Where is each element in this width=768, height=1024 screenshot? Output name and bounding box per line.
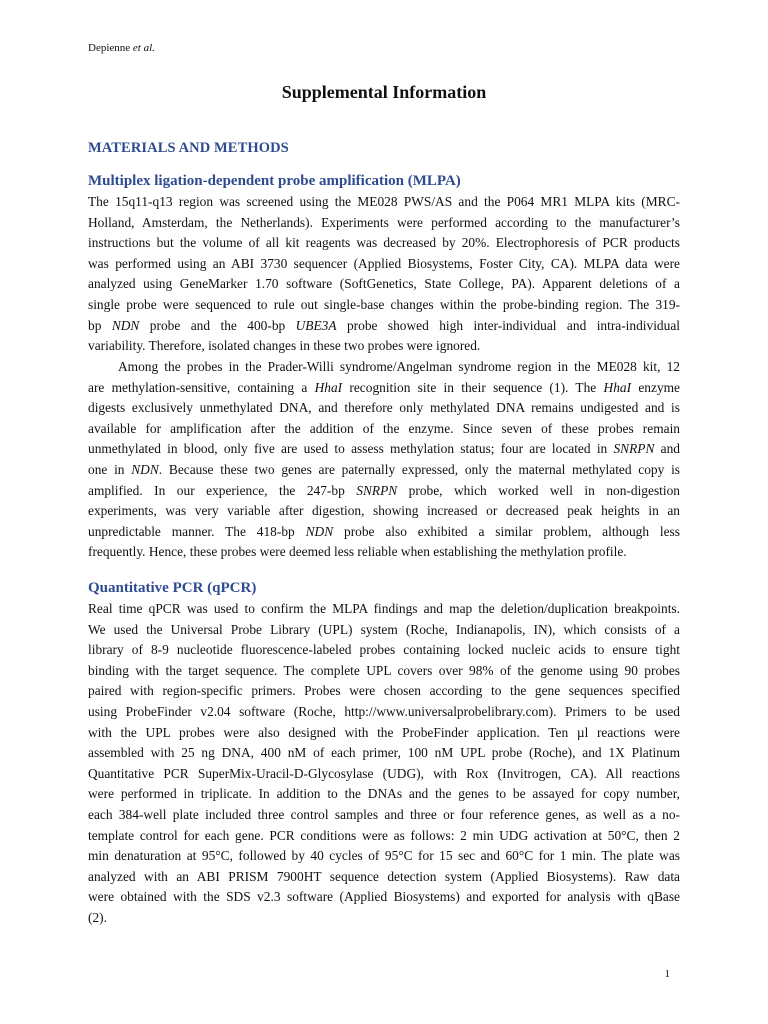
italic-term: NDN <box>131 461 159 477</box>
text-line <box>88 522 680 543</box>
text-run: probe showed high inter-individual and intra-individual <box>336 317 680 333</box>
text-run: . Because these two genes are paternally expressed, only the maternal methylated copy is <box>158 461 680 477</box>
text-line: min denaturation at 95°C, followed by 40 cycles of 95°C for 15 sec and 60°C for 1 min. The plate was <box>88 848 680 864</box>
italic-term: HhaI <box>603 379 632 395</box>
text-line <box>88 316 680 337</box>
text-line: We used the Universal Probe Library (UPL) system (Roche, Indianapolis, IN), which consists of a <box>88 621 680 637</box>
text-line: with the UPL probes were also designed with the ProbeFinder application. Ten µl reactions were <box>88 724 680 740</box>
text-line <box>88 357 680 378</box>
italic-term: SNRPN <box>356 482 398 498</box>
text-line: analyzed using GeneMarker 1.70 software (SoftGenetics, State College, PA). Apparent deletions of a <box>88 276 680 292</box>
mlpa-heading: Multiplex ligation-dependent probe amplification (MLPA) <box>88 173 461 189</box>
qpcr-paragraph-1 <box>88 599 680 929</box>
italic-term: SNRPN <box>613 441 655 457</box>
text-line <box>88 378 680 399</box>
header-etal: et al. <box>132 42 155 54</box>
italic-term: NDN <box>111 317 140 333</box>
qpcr-heading: Quantitative PCR (qPCR) <box>88 580 257 596</box>
mlpa-paragraph-1 <box>88 192 680 357</box>
header-author: Depienne <box>88 42 131 54</box>
text-run: bp <box>88 317 112 333</box>
text-line <box>88 419 680 440</box>
text-line: Holland, Amsterdam, the Netherlands). Experiments were performed according to the manufacturer’s <box>88 214 680 230</box>
italic-term: NDN <box>305 523 334 539</box>
text-run: recognition site in their sequence (1). The <box>342 379 604 395</box>
page-title: Supplemental Information <box>281 82 487 102</box>
text-line: library of 8-9 nucleotide fluorescence-labeled probes containing locked nucleic acids to ensure tight <box>88 642 680 658</box>
text-line: each 384-well plate included three control samples and three or four reference genes, as well as a no- <box>88 806 680 822</box>
text-line: template control for each gene. PCR conditions were as follows: 2 min UDG activation at 50°C, then 2 <box>88 827 680 843</box>
text-run: probe, which worked well in non-digestion <box>397 482 680 498</box>
text-run: available for amplification after the addition of the enzyme. Since seven of these probes remain <box>88 420 680 436</box>
text-run: experiments, was very variable after digestion, showing increased or decreased peak heights in an <box>88 503 680 519</box>
text-run: probe also exhibited a similar problem, although less <box>333 523 680 539</box>
text-line: single probe were sequenced to rule out single-base changes within the probe-binding region. The 319- <box>88 296 680 312</box>
mlpa-paragraph-2 <box>88 357 680 563</box>
running-header <box>88 42 155 54</box>
text-line <box>88 481 680 502</box>
text-run: enzyme <box>631 379 680 395</box>
text-run: digests exclusively unmethylated DNA, and therefore only methylated DNA remains undigested and is <box>88 400 680 416</box>
text-line <box>88 439 680 460</box>
text-line: analyzed with an ABI PRISM 7900HT sequence detection system (Applied Biosystems). Raw data <box>88 868 680 884</box>
text-run: and <box>654 441 680 457</box>
text-run: unmethylated in blood, only five are used to assess methylation status; four are located in <box>88 441 614 457</box>
text-run: Among the probes in the Prader-Willi syndrome/Angelman syndrome region in the ME028 kit, 12 <box>118 359 680 374</box>
page-number: 1 <box>664 968 670 980</box>
text-run: one in <box>88 461 132 477</box>
text-run: unpredictable manner. The 418-bp <box>88 523 306 539</box>
text-line <box>88 398 680 419</box>
italic-term: HhaI <box>314 379 343 395</box>
text-line: was performed using an ABI 3730 sequencer (Applied Biosystems, Foster City, CA). MLPA data were <box>88 255 680 271</box>
text-line: The 15q11-q13 region was screened using the ME028 PWS/AS and the P064 MR1 MLPA kits (MRC- <box>88 194 680 209</box>
text-line: were performed in triplicate. In addition to the DNAs and the genes to be assayed for copy number, <box>88 786 680 802</box>
italic-term: UBE3A <box>295 317 337 333</box>
text-line: Real time qPCR was used to confirm the MLPA findings and map the deletion/duplication breakpoints. <box>88 601 680 616</box>
text-line: instructions but the volume of all kit reagents was decreased by 20%. Electrophoresis of PCR products <box>88 235 680 251</box>
text-line: assembled with 25 ng DNA, 400 nM of each primer, 100 nM UPL probe (Roche), and 1X Platinum <box>88 745 680 761</box>
text-line: were obtained with the SDS v2.3 software (Applied Biosystems) and exported for analysis with qBase <box>88 889 680 905</box>
text-line: paired with region-specific primers. Probes were chosen according to the gene sequences specified <box>88 683 680 699</box>
text-run: probe and the 400-bp <box>139 317 296 333</box>
text-run: amplified. In our experience, the 247-bp <box>88 482 357 498</box>
text-line: using ProbeFinder v2.04 software (Roche, http://www.universalprobelibrary.com). Primers to be used <box>88 703 680 719</box>
text-line <box>88 542 680 563</box>
text-line: Quantitative PCR SuperMix-Uracil-D-Glycosylase (UDG), with Rox (Invitrogen, CA). All reactions <box>88 765 680 781</box>
section-heading: MATERIALS AND METHODS <box>88 140 289 156</box>
text-run: frequently. Hence, these probes were deemed less reliable when establishing the methylation profile. <box>88 544 627 560</box>
text-line <box>88 460 680 481</box>
text-run: are methylation-sensitive, containing a <box>88 379 315 395</box>
text-line <box>88 501 680 522</box>
text-line: (2). <box>88 909 107 925</box>
text-line: variability. Therefore, isolated changes in these two probes were ignored. <box>88 338 481 354</box>
text-line: binding with the target sequence. The complete UPL covers over 98% of the genome using 90 probes <box>88 662 680 678</box>
